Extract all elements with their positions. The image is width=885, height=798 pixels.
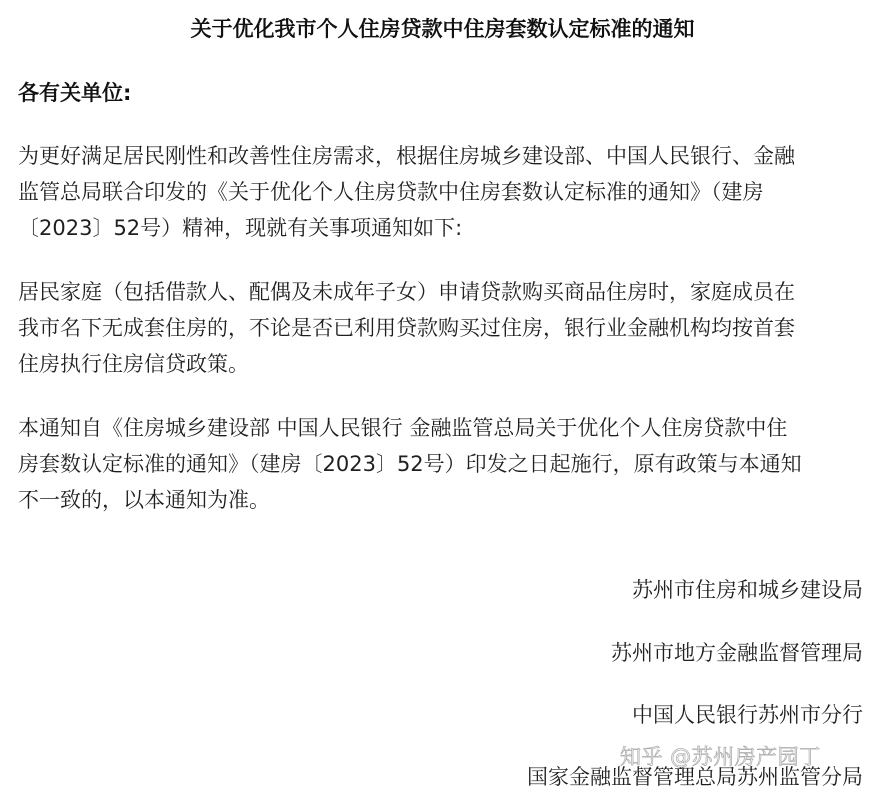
paragraph-line: 我市名下无成套住房的，不论是否已利用贷款购买过住房，银行业金融机构均按首套 <box>18 316 795 340</box>
signatory-pboc-branch: 中国人民银行苏州市分行 <box>632 703 863 727</box>
paragraph-line: 监管总局联合印发的《关于优化个人住房贷款中住房套数认定标准的通知》（建房 <box>18 180 764 204</box>
signatory-housing-bureau: 苏州市住房和城乡建设局 <box>632 578 863 602</box>
paragraph-line: 本通知自《住房城乡建设部 中国人民银行 金融监管总局关于优化个人住房贷款中住 <box>18 416 788 440</box>
paragraph-line: 居民家庭（包括借款人、配偶及未成年子女）申请贷款购买商品住房时，家庭成员在 <box>18 280 795 304</box>
document-title: 关于优化我市个人住房贷款中住房套数认定标准的通知 <box>190 17 695 41</box>
paragraph-line: 不一致的，以本通知为准。 <box>18 488 270 512</box>
paragraph-1 <box>18 138 868 246</box>
paragraph-line: 房套数认定标准的通知》（建房〔2023〕52号）印发之日起施行，原有政策与本通知 <box>18 452 802 476</box>
paragraph-line: 住房执行住房信贷政策。 <box>18 352 249 376</box>
signatory-regulatory-branch: 国家金融监督管理总局苏州监管分局 <box>527 765 863 789</box>
signatory-finance-bureau: 苏州市地方金融监督管理局 <box>611 641 863 665</box>
paragraph-line: 为更好满足居民刚性和改善性住房需求，根据住房城乡建设部、中国人民银行、金融 <box>18 144 795 168</box>
salutation: 各有关单位: <box>18 81 132 105</box>
paragraph-2 <box>18 274 868 382</box>
paragraph-line: 〔2023〕52号）精神，现就有关事项通知如下: <box>18 216 463 240</box>
paragraph-3 <box>18 410 868 518</box>
zhihu-watermark: 知乎 @苏州房产园丁 <box>620 745 821 769</box>
